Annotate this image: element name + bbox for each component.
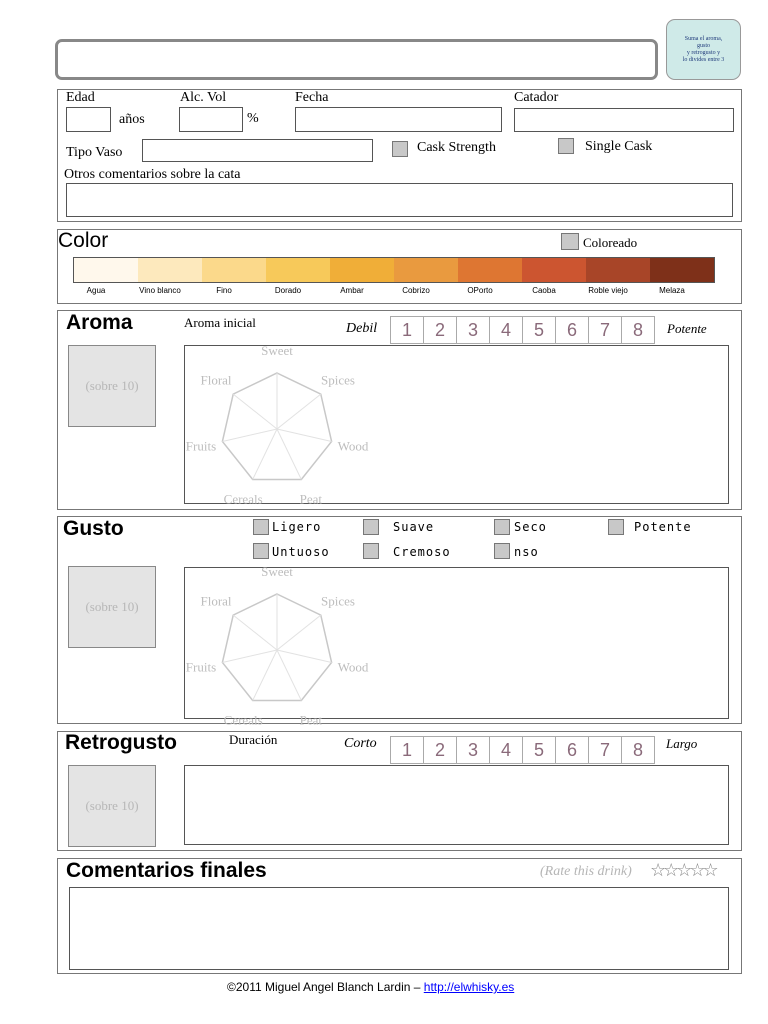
aroma-scale-option[interactable]: 5: [523, 317, 556, 343]
radar-axis-label: Peat: [299, 712, 323, 728]
fecha-label: Fecha: [295, 90, 329, 105]
gusto-radar-chart: [180, 566, 380, 726]
radar-spoke: [233, 394, 277, 429]
pct-label: %: [247, 111, 259, 126]
color-title: Color: [58, 229, 109, 252]
footer: [227, 980, 514, 994]
catador-label: Catador: [514, 90, 559, 105]
radar-spoke: [277, 650, 301, 700]
gusto-title: Gusto: [63, 517, 124, 540]
note-line: lo divides entre 3: [682, 56, 725, 63]
radar-spoke: [253, 650, 277, 700]
color-swatch-label: Caoba: [532, 286, 556, 295]
star-rating[interactable]: ☆☆☆☆☆: [650, 860, 716, 881]
retro-scale-option[interactable]: 5: [523, 737, 556, 763]
radar-axis-label: Cereals: [223, 491, 263, 507]
retro-low-label: Corto: [344, 736, 377, 751]
gusto-score-placeholder: (sobre 10): [85, 599, 139, 614]
color-swatch[interactable]: [522, 258, 586, 282]
color-swatch-label: Dorado: [274, 286, 302, 295]
aroma-scale-option[interactable]: 2: [424, 317, 457, 343]
duracion-label: Duración: [229, 732, 278, 747]
edad-input[interactable]: [66, 107, 111, 132]
radar-spoke: [277, 615, 321, 650]
radar-spoke: [253, 429, 277, 479]
single-cask-checkbox[interactable]: [558, 138, 574, 154]
color-swatch-label: Roble viejo: [588, 286, 628, 295]
radar-spoke: [277, 650, 332, 662]
edad-label: Edad: [66, 90, 95, 105]
color-swatch[interactable]: [330, 258, 394, 282]
footer-copyright: ©2011 Miguel Angel Blanch Lardin –: [227, 980, 424, 994]
aroma-radar-chart: [180, 345, 380, 505]
denso-label: nso: [514, 545, 539, 559]
color-swatch[interactable]: [650, 258, 714, 282]
retro-scale-option[interactable]: 3: [457, 737, 490, 763]
single-cask-label: Single Cask: [585, 139, 653, 154]
untuoso-label: Untuoso: [272, 545, 330, 559]
aroma-scale-option[interactable]: 1: [391, 317, 424, 343]
aroma-scale-option[interactable]: 8: [632, 319, 643, 340]
color-swatch-label: OPorto: [467, 286, 493, 295]
retrogusto-score-box[interactable]: [68, 765, 156, 847]
retro-high-label: Largo: [666, 736, 698, 751]
radar-axis-label: Wood: [337, 659, 369, 675]
color-swatch-label: Vino blanco: [139, 286, 181, 295]
radar-axis-label: Fruits: [185, 659, 217, 675]
color-swatch-label: Cobrizo: [402, 286, 430, 295]
color-swatch-label: Ambar: [340, 286, 364, 295]
otros-textarea[interactable]: [66, 183, 733, 217]
cremoso-label: Cremoso: [393, 545, 451, 559]
color-swatch[interactable]: [458, 258, 522, 282]
radar-axis-label: Floral: [200, 372, 232, 388]
retro-scale-option[interactable]: 7: [589, 737, 622, 763]
seco-checkbox[interactable]: [494, 519, 510, 535]
potente-checkbox[interactable]: [608, 519, 624, 535]
anos-label: años: [119, 112, 145, 127]
final-comments-area[interactable]: [69, 887, 729, 970]
color-swatch-label: Agua: [86, 286, 106, 295]
retro-scale-option[interactable]: 1: [391, 737, 424, 763]
color-swatch-label: Melaza: [659, 286, 685, 295]
radar-axis-label: Peat: [299, 491, 323, 507]
radar-spoke: [277, 429, 301, 479]
aroma-score-placeholder: (sobre 10): [85, 378, 139, 393]
cask-strength-checkbox[interactable]: [392, 141, 408, 157]
radar-axis-label: Cereals: [223, 712, 263, 728]
radar-axis-label: Fruits: [185, 438, 217, 454]
color-swatch[interactable]: [394, 258, 458, 282]
radar-axis-label: Spices: [321, 593, 355, 609]
instruction-note: [666, 19, 741, 80]
suave-label: Suave: [393, 520, 435, 534]
footer-link[interactable]: http://elwhisky.es: [423, 980, 515, 994]
color-swatch[interactable]: [138, 258, 202, 282]
ligero-label: Ligero: [272, 520, 322, 534]
radar-spoke: [222, 429, 277, 441]
aroma-intensity-scale[interactable]: [390, 316, 655, 344]
retrogusto-title: Retrogusto: [65, 731, 177, 754]
retrogusto-score-placeholder: (sobre 10): [85, 798, 139, 813]
radar-spoke: [277, 429, 332, 441]
coloreado-checkbox[interactable]: [561, 233, 579, 250]
radar-axis-label: Sweet: [261, 564, 293, 579]
radar-spoke: [222, 650, 277, 662]
radar-spoke: [233, 615, 277, 650]
alc-input[interactable]: [179, 107, 243, 132]
untuoso-checkbox[interactable]: [253, 543, 269, 559]
potente-label: Potente: [634, 520, 692, 534]
gusto-score-box[interactable]: [68, 566, 156, 648]
retro-scale-option[interactable]: 6: [556, 737, 589, 763]
cask-strength-label: Cask Strength: [417, 140, 496, 155]
fecha-input[interactable]: [295, 107, 502, 132]
radar-axis-label: Spices: [321, 372, 355, 388]
radar-axis-label: Floral: [200, 593, 232, 609]
color-swatch[interactable]: [266, 258, 330, 282]
note-line: gusto: [696, 42, 710, 49]
color-swatch-labels: [64, 286, 704, 295]
ligero-checkbox[interactable]: [253, 519, 269, 535]
aroma-scale-option[interactable]: 3: [457, 317, 490, 343]
seco-label: Seco: [514, 520, 547, 534]
alc-label: Alc. Vol: [180, 90, 227, 105]
aroma-scale-option[interactable]: 4: [490, 317, 523, 343]
color-swatch-label: Fino: [216, 286, 232, 295]
color-swatch[interactable]: [202, 258, 266, 282]
aroma-inicial-label: Aroma inicial: [184, 315, 256, 330]
rate-label: (Rate this drink): [540, 864, 632, 879]
tipo-vaso-input[interactable]: [142, 139, 373, 162]
radar-spoke: [277, 394, 321, 429]
suave-checkbox[interactable]: [363, 519, 379, 535]
otros-label: Otros comentarios sobre la cata: [64, 167, 241, 182]
final-title: Comentarios finales: [66, 859, 267, 882]
retro-scale-option[interactable]: 2: [424, 737, 457, 763]
aroma-scale-option[interactable]: 7: [589, 317, 622, 343]
aroma-score-box[interactable]: [68, 345, 156, 427]
aroma-scale-option[interactable]: 6: [556, 317, 589, 343]
title-input[interactable]: [55, 39, 658, 80]
aroma-low-label: Debil: [346, 321, 378, 336]
radar-axis-label: Sweet: [261, 343, 293, 358]
retro-scale-option[interactable]: 8: [632, 739, 643, 760]
note-line: Suma el aroma,: [684, 35, 723, 42]
catador-input[interactable]: [514, 108, 734, 132]
note-line: y retrogusto y: [686, 49, 721, 56]
color-swatch-row: [73, 257, 715, 283]
radar-axis-label: Wood: [337, 438, 369, 454]
aroma-high-label: Potente: [667, 321, 707, 336]
denso-checkbox[interactable]: [494, 543, 510, 559]
retro-scale-option[interactable]: 4: [490, 737, 523, 763]
tipo-vaso-label: Tipo Vaso: [66, 145, 123, 160]
color-swatch[interactable]: [586, 258, 650, 282]
cremoso-checkbox[interactable]: [363, 543, 379, 559]
coloreado-label: Coloreado: [583, 235, 638, 250]
retrogusto-notes-area[interactable]: [184, 765, 729, 845]
aroma-title: Aroma: [66, 311, 133, 334]
color-swatch[interactable]: [74, 258, 138, 282]
retrogusto-duration-scale[interactable]: [390, 736, 655, 764]
